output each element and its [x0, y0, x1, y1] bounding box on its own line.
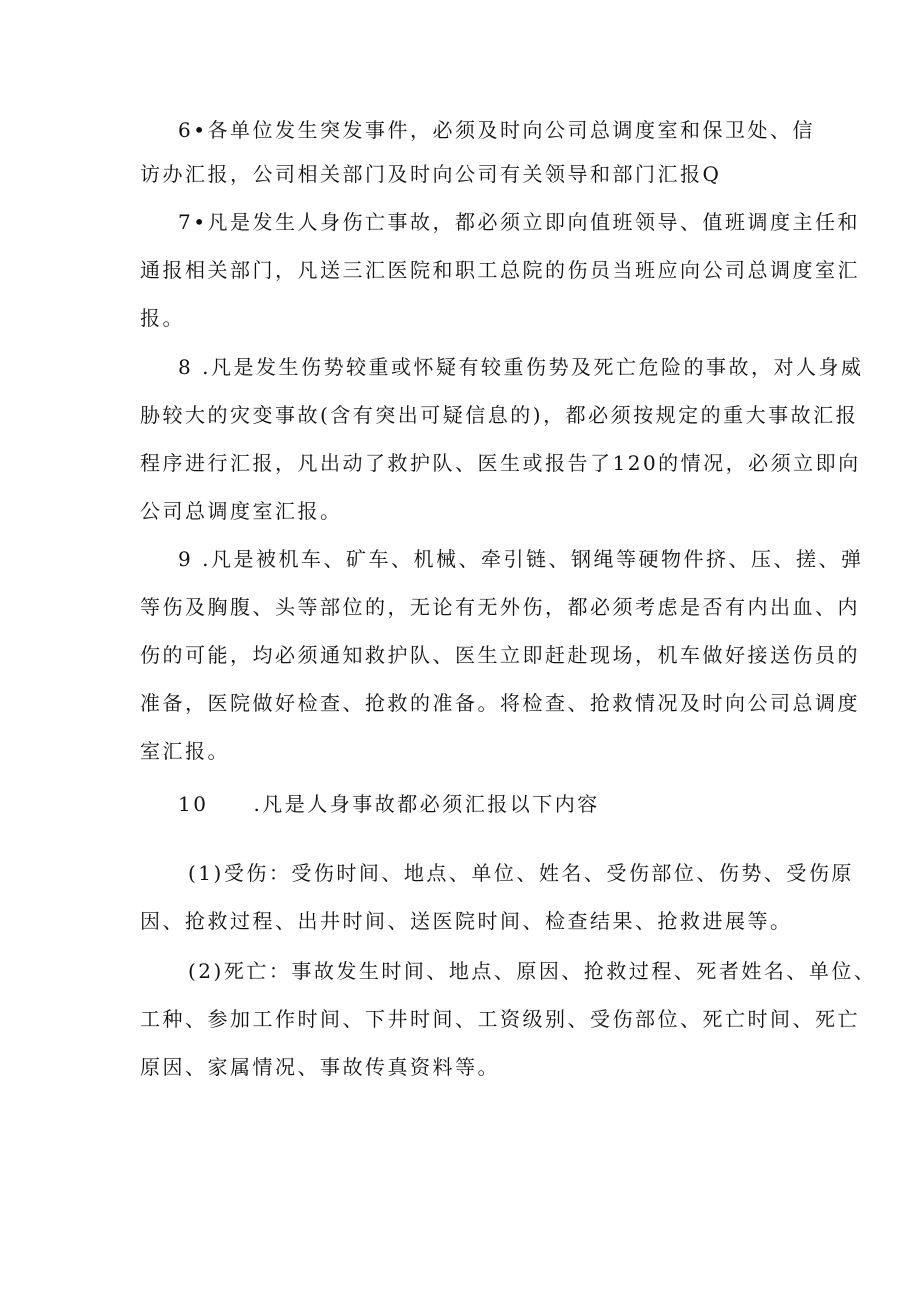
text-line: 8 .凡是发生伤势较重或怀疑有较重伤势及死亡危险的事故，对人身威: [178, 355, 864, 379]
text-line: 原因、家属情况、事故传真资料等。: [140, 1055, 500, 1079]
text-line: 伤的可能，均必须通知救护队、医生立即赶赴现场，机车做好接送伤员的: [140, 643, 860, 667]
text-line: 访办汇报，公司相关部门及时向公司有关领导和部门汇报Q: [140, 162, 722, 186]
text-line: 6•各单位发生突发事件，必须及时向公司总调度室和保卫处、信: [178, 118, 816, 142]
text-line: 等伤及胸腹、头等部位的，无论有无外伤，都必须考虑是否有内出血、内: [140, 595, 860, 619]
text-line: 胁较大的灾变事故(含有突出可疑信息的)，都必须按规定的重大事故汇报: [140, 403, 859, 427]
text-line: 报。: [140, 306, 185, 330]
text-line: (1)受伤：受伤时间、地点、单位、姓名、受伤部位、伤势、受伤原: [188, 861, 854, 885]
text-line: 工种、参加工作时间、下井时间、工资级别、受伤部位、死亡时间、死亡: [140, 1007, 860, 1031]
text-line: 9 .凡是被机车、矿车、机械、牵引链、钢绳等硬物件挤、压、搓、弹: [178, 547, 864, 571]
text-line: 准备，医院做好检查、抢救的准备。将检查、抢救情况及时向公司总调度: [140, 691, 860, 715]
text-line: 通报相关部门，凡送三汇医院和职工总院的伤员当班应向公司总调度室汇: [140, 258, 860, 282]
text-line: 7•凡是发生人身伤亡事故，都必须立即向值班领导、值班调度主任和: [178, 210, 861, 234]
text-line: 因、抢救过程、出井时间、送医院时间、检查结果、抢救进展等。: [140, 909, 793, 933]
text-line: 程序进行汇报，凡出动了救护队、医生或报告了120的情况，必须立即向: [140, 451, 861, 475]
text-line: 室汇报。: [140, 739, 230, 763]
text-line: 公司总调度室汇报。: [140, 499, 343, 523]
text-line: 10 .凡是人身事故都必须汇报以下内容: [178, 792, 600, 816]
text-line: (2)死亡：事故发生时间、地点、原因、抢救过程、死者姓名、单位、: [188, 959, 877, 983]
